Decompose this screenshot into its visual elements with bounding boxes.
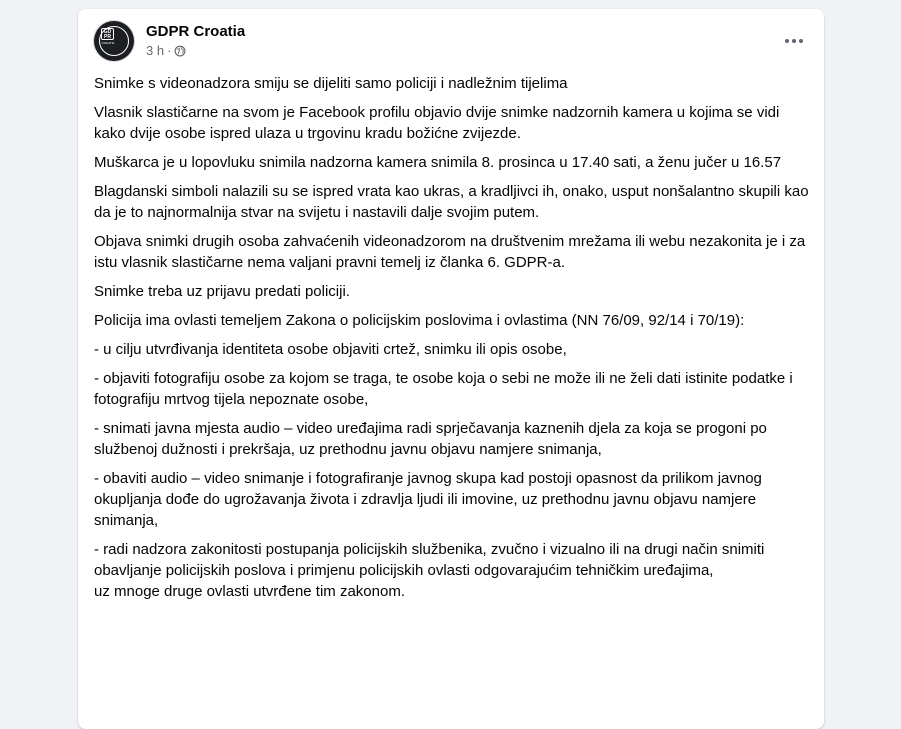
post-paragraph: Blagdanski simboli nalazili su se ispred vrata kao ukras, a kradljivci ih, onako, usput nonšalantno skupili kao da je to najnormalnija stvar na svijetu i nastavili dalje svojim putem. <box>94 183 809 221</box>
post-paragraph: - obaviti audio – video snimanje i fotografiranje javnog skupa kad postoji opasnost da prilikom javnog okupljanja dođe do ugrožavanja života i zdravlja ljudi ili imovine, uz prethodnu javnu objavu namjere snimanja, <box>94 470 762 529</box>
page-name-link[interactable]: GDPR Croatia <box>146 23 246 40</box>
post-paragraph: Muškarca je u lopovluku snimila nadzorna kamera snimila 8. prosinca u 17.40 sati, a ženu jučer u 16.57 <box>94 154 782 171</box>
post-paragraph: Objava snimki drugih osoba zahvaćenih videonadzorom na društvenim mrežama ili webu nezakonita je i za istu vlasnik slastičarne nema valjani pravni temelj iz članka 6. GDPR-a. <box>94 233 806 271</box>
post-paragraph: Vlasnik slastičarne na svom je Facebook profilu objavio dvije snimke nadzornih kamera u kojima se vidi kako dvije osobe ispred ulaza u trgovinu kradu božićne zvijezde. <box>94 104 780 142</box>
post-paragraph: - snimati javna mjesta audio – video uređajima radi sprječavanja kaznenih djela za koja se progoni po službenoj dužnosti i prekršaja, uz prethodnu javnu objavu namjere snimanja, <box>94 420 767 458</box>
gdpr-logo-icon: GD PR <box>101 28 114 40</box>
post-paragraph: Policija ima ovlasti temeljem Zakona o policijskim poslovima i ovlastima (NN 76/09, 92/14 i 70/19): <box>94 312 745 329</box>
post-paragraph: - objaviti fotografiju osobe za kojom se traga, te osobe koja o sebi ne može ili ne želi dati istinite podatke i fotografiju mrtvog tijela nepoznate osobe, <box>94 370 793 408</box>
post-paragraph: - u cilju utvrđivanja identiteta osobe objaviti crtež, snimku ili opis osobe, <box>94 341 567 358</box>
globe-icon[interactable] <box>174 45 186 57</box>
post-body <box>94 73 810 610</box>
post-paragraph: - radi nadzora zakonitosti postupanja policijskih službenika, zvučno i vizualno ili na drugi način snimiti obavljanje policijskih poslova i primjenu policijskih ovlasti odgovarajućim tehničkim uređajima, <box>94 541 765 579</box>
post-header <box>94 21 812 61</box>
more-options-button[interactable] <box>780 27 808 55</box>
post-timestamp[interactable]: 3 h <box>146 43 165 58</box>
facebook-post-card <box>78 9 824 729</box>
post-meta <box>146 43 186 58</box>
post-paragraph: uz mnoge druge ovlasti utvrđene tim zakonom. <box>94 583 405 600</box>
post-paragraph: Snimke s videonadzora smiju se dijeliti samo policiji i nadležnim tijelima <box>94 75 568 92</box>
meta-separator: · <box>167 43 172 58</box>
logo-subtext: CROATIA <box>101 41 115 45</box>
avatar[interactable] <box>94 21 134 61</box>
more-options-icon-dot <box>792 39 796 43</box>
more-options-icon-dot <box>799 39 803 43</box>
post-paragraph: Snimke treba uz prijavu predati policiji. <box>94 283 350 300</box>
more-options-icon-dot <box>785 39 789 43</box>
